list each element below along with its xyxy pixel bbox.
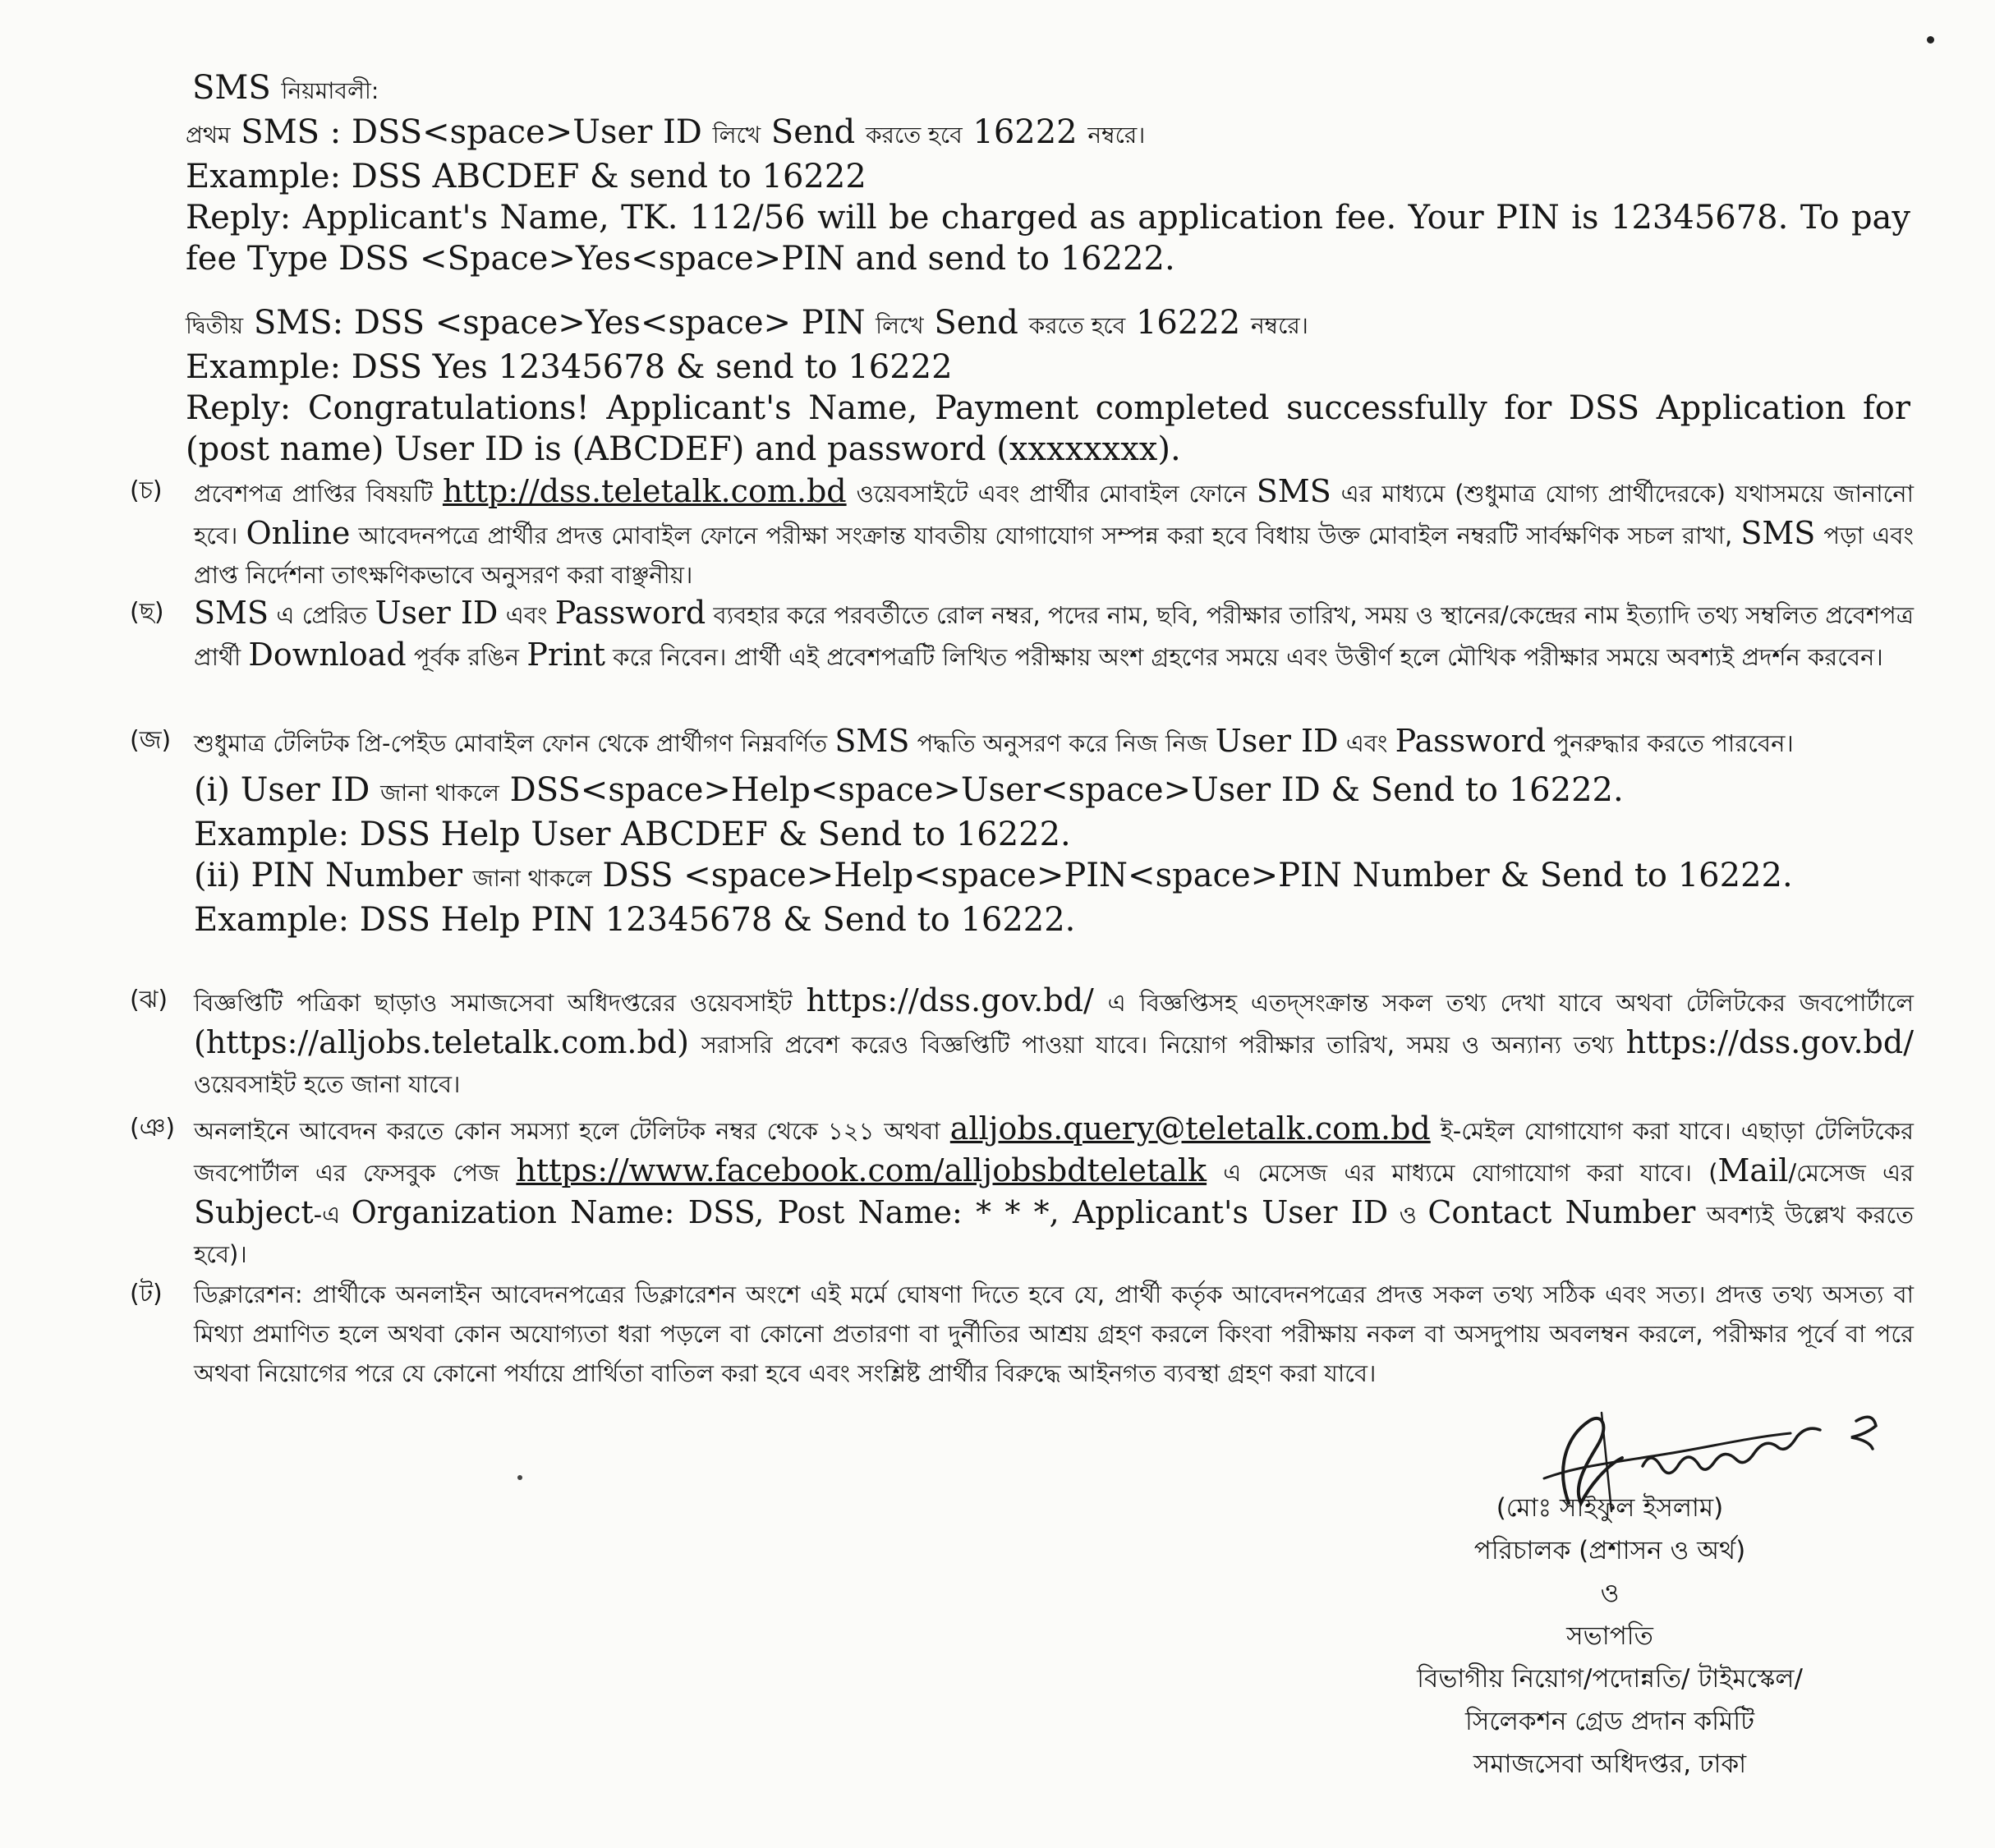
committee-line-1: বিভাগীয় নিয়োগ/পদোন্নতি/ টাইমস্কেল/ <box>1417 1664 1803 1694</box>
signatory-name: (মোঃ সাইফুল ইসলাম) <box>1496 1493 1724 1523</box>
item-ta <box>130 1275 1914 1393</box>
first-sms-reply: Reply: Applicant's Name, TK. 112/56 will be charged as application fee. Your PIN is 12345678. To pay fee Type DSS <Space>Yes<space>PIN and send to 16222. <box>186 199 1910 278</box>
item-jha <box>130 981 1914 1104</box>
declaration-text: ডিক্লারেশন: প্রার্থীকে অনলাইন আবেদনপত্রের ডিক্লারেশন অংশে এই মর্মে ঘোষণা দিতে হবে যে, প্রার্থী কর্তৃক আবেদনপত্রের প্রদত্ত সকল তথ্য সঠিক এবং সত্য। প্রদত্ত তথ্য অসত্য বা মিথ্যা প্রমাণিত হলে অথবা কোন অযোগ্যতা ধরা পড়লে বা কোনো প্রতারণা বা দুর্নীতির আশ্রয় গ্রহণ করলে কিংবা পরীক্ষায় নকল বা অসদুপায় অবলম্বন করলে, পরীক্ষার পূর্বে বা পরে অথবা নিয়োগের পরে যে কোনো পর্যায়ে প্রার্থিতা বাতিল করা হবে এবং সংশ্লিষ্ট প্রার্থীর বিরুদ্ধে আইনগত ব্যবস্থা গ্রহণ করা যাবে। <box>194 1280 1914 1387</box>
item-marker: (ট) <box>130 1280 163 1308</box>
ink-speck <box>1927 36 1934 44</box>
signatory-designation: পরিচালক (প্রশাসন ও অর্থ) <box>1473 1536 1746 1565</box>
first-sms-example: Example: DSS ABCDEF & send to 16222 <box>186 158 866 195</box>
item-marker: (চ) <box>130 476 163 505</box>
first-sms-instruction: প্রথম SMS : DSS<space>User ID লিখে Send করতে হবে 16222 নম্বরে। <box>186 113 1146 151</box>
item-cha <box>130 471 1914 595</box>
conjunction: ও <box>1600 1579 1620 1608</box>
user-id-recovery: (i) User ID জানা থাকলে DSS<space>Help<space>User<space>User ID & Send to 16222. <box>194 771 1624 809</box>
item-marker: (ঝ) <box>130 986 168 1014</box>
item-chha <box>130 593 1914 677</box>
item-text: বিজ্ঞপ্তিটি পত্রিকা ছাড়াও সমাজসেবা অধিদপ্তরের ওয়েবসাইট https://dss.gov.bd/ এ বিজ্ঞপ্তিসহ এতদ্‌সংক্রান্ত সকল তথ্য দেখা যাবে অথবা টেলিটকের জবপোর্টালে (https://alljobs.teletalk.com.bd) সরাসরি প্রবেশ করেও বিজ্ঞপ্তিটি পাওয়া যাবে। নিয়োগ পরীক্ষার তারিখ, সময় ও অন্যান্য তথ্য https://dss.gov.bd/ ওয়েবসাইট হতে জানা যাবে। <box>194 982 1914 1098</box>
pin-recovery-example: Example: DSS Help PIN 12345678 & Send to 16222. <box>194 901 1076 939</box>
second-sms-example: Example: DSS Yes 12345678 & send to 16222 <box>186 348 953 386</box>
user-id-recovery-example: Example: DSS Help User ABCDEF & Send to 16222. <box>194 816 1071 853</box>
committee-line-2: সিলেকশন গ্রেড প্রদান কমিটি <box>1464 1707 1755 1736</box>
item-ja <box>130 721 1914 940</box>
item-marker: (ঞ) <box>130 1114 176 1142</box>
item-marker: (জ) <box>130 726 172 755</box>
facebook-page-link[interactable]: https://www.facebook.com/alljobsbdteletalk <box>516 1152 1207 1188</box>
sms-rules-title: SMS নিয়মাবলী: <box>192 69 379 107</box>
item-nya <box>130 1109 1914 1274</box>
signature-block <box>1347 1487 1873 1786</box>
item-marker: (ছ) <box>130 598 164 627</box>
ink-speck <box>517 1475 522 1480</box>
item-text: প্রবেশপত্র প্রাপ্তির বিষয়টি http://dss.teletalk.com.bd ওয়েবসাইটে এবং প্রার্থীর মোবাইল ফোনে SMS এর মাধ্যমে (শুধুমাত্র যোগ্য প্রার্থীদেরকে) যথাসময়ে জানানো হবে। Online আবেদনপত্রে প্রার্থীর প্রদত্ত মোবাইল ফোনে পরীক্ষা সংক্রান্ত যাবতীয় যোগাযোগ সম্পন্ন করা হবে বিধায় উক্ত মোবাইল নম্বরটি সার্বক্ষণিক সচল রাখা, SMS পড়া এবং প্রাপ্ত নির্দেশনা তাৎক্ষণিকভাবে অনুসরণ করা বাঞ্ছনীয়। <box>194 473 1915 589</box>
office-name: সমাজসেবা অধিদপ্তর, ঢাকা <box>1473 1749 1747 1779</box>
item-text: অনলাইনে আবেদন করতে কোন সমস্যা হলে টেলিটক নম্বর থেকে ১২১ অথবা alljobs.query@teletalk.com.bd ই-মেইল যোগাযোগ করা যাবে। এছাড়া টেলিটকের জবপোর্টাল এর ফেসবুক পেজ https://www.facebook.com/alljobsbdteletalk এ মেসেজ এর মাধ্যমে যোগাযোগ করা যাবে। (Mail/মেসেজ এর Subject-এ Organization Name: DSS, Post Name: * * *, Applicant's User ID ও Contact Number অবশ্যই উল্লেখ করতে হবে)। <box>194 1110 1914 1268</box>
second-sms-instruction: দ্বিতীয় SMS: DSS <space>Yes<space> PIN লিখে Send করতে হবে 16222 নম্বরে। <box>186 304 1308 342</box>
dss-teletalk-link[interactable]: http://dss.teletalk.com.bd <box>442 473 847 509</box>
pin-recovery: (ii) PIN Number জানা থাকলে DSS <space>Help<space>PIN<space>PIN Number & Send to 16222. <box>194 857 1793 894</box>
second-sms-reply: Reply: Congratulations! Applicant's Name, Payment completed successfully for DSS Application for (post name) User ID is (ABCDEF) and password (xxxxxxxx). <box>186 389 1910 468</box>
query-email-link[interactable]: alljobs.query@teletalk.com.bd <box>949 1110 1431 1147</box>
signatory-role: সভাপতি <box>1566 1621 1653 1651</box>
item-text: শুধুমাত্র টেলিটক প্রি-পেইড মোবাইল ফোন থেকে প্রার্থীগণ নিম্নবর্ণিত SMS পদ্ধতি অনুসরণ করে নিজ নিজ User ID এবং Password পুনরুদ্ধার করতে পারবেন। <box>194 723 1794 759</box>
sms-rules-section <box>186 67 1910 470</box>
item-text: SMS এ প্রেরিত User ID এবং Password ব্যবহার করে পরবর্তীতে রোল নম্বর, পদের নাম, ছবি, পরীক্ষার তারিখ, সময় ও স্থানের/কেন্দ্রের নাম ইত্যাদি তথ্য সম্বলিত প্রবেশপত্র প্রার্থী Download পূর্বক রঙিন Print করে নিবেন। প্রার্থী এই প্রবেশপত্রটি লিখিত পরীক্ষায় অংশ গ্রহণের সময়ে এবং উত্তীর্ণ হলে মৌখিক পরীক্ষার সময়ে অবশ্যই প্রদর্শন করবেন। <box>194 595 1914 673</box>
